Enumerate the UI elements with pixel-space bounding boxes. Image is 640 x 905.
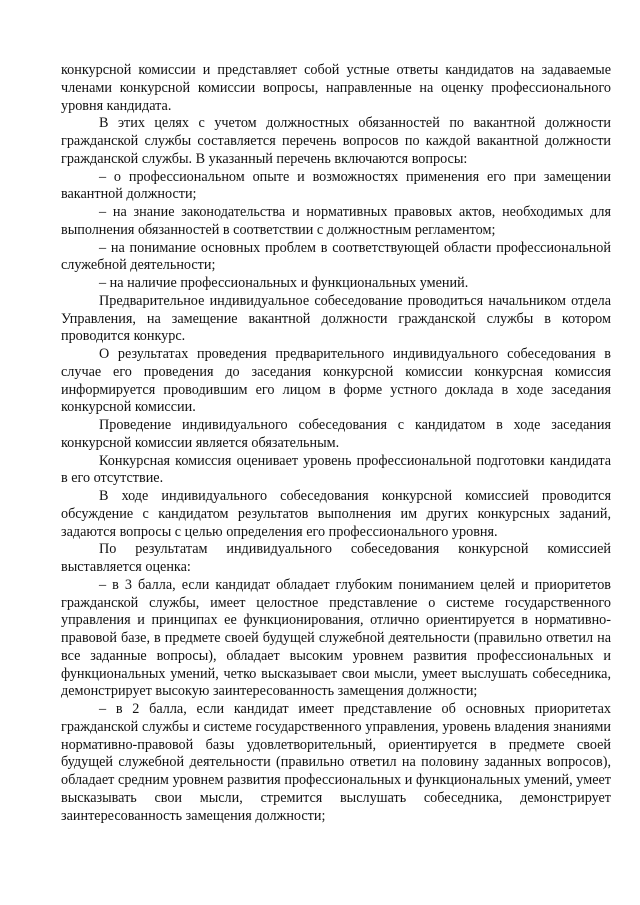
list-item-skills: – на наличие профессиональных и функциональных умений.	[99, 275, 469, 291]
paragraph-question-list-intro: В этих целях с учетом должностных обязанностей по вакантной должности гражданской службы составляется перечень вопросов по каждой вакантной должности гражданской службы. В указанный перечень включаются вопросы:	[61, 115, 611, 167]
paragraph-evaluation: Конкурсная комиссия оценивает уровень профессиональной подготовки кандидата в его отсутствие.	[61, 452, 611, 487]
list-item-score-2: – в 2 балла, если кандидат имеет представление об основных приоритетах гражданской службы и системе государственного управления, уровень владения знаниями нормативно-правовой базы удовлетворительный, ориентируется в предмете своей будущей служебной деятельности (правильно ответил на половину заданных вопросов), обладает средним уровнем развития профессиональных и функциональных умений, умеет высказывать свои мысли, стремится выслушать собеседника, демонстрирует заинтересованность замещения должности;	[61, 701, 611, 824]
paragraph-interview-results: О результатах проведения предварительного индивидуального собеседования в случае его проведения до заседания конкурсной комиссии конкурсная комиссия информируется проводившим его лицом в форме устного доклада в ходе заседания конкурсной комиссии.	[61, 346, 611, 416]
list-item-problems: – на понимание основных проблем в соответствующей области профессиональной служебной деятельности;	[61, 239, 611, 274]
paragraph-mandatory-interview: Проведение индивидуального собеседования с кандидатом в ходе заседания конкурсной комиссии является обязательным.	[61, 417, 611, 451]
document-page	[61, 62, 611, 825]
paragraph-scoring-intro: По результатам индивидуального собеседования конкурсной комиссией выставляется оценка:	[61, 541, 611, 575]
list-item-experience: – о профессиональном опыте и возможностях применения его при замещении вакантной должности;	[61, 168, 611, 203]
list-item-legislation: – на знание законодательства и нормативных правовых актов, необходимых для выполнения обязанностей в соответствии с должностным регламентом;	[61, 204, 611, 238]
paragraph-continuation: конкурсной комиссии и представляет собой устные ответы кандидатов на задаваемые членами конкурсной комиссии вопросы, направленные на оценку профессионального уровня кандидата.	[61, 62, 611, 114]
list-item-score-3: – в 3 балла, если кандидат обладает глубоким пониманием целей и приоритетов гражданской службы, имеет целостное представление о системе государственного управления и принципах ее функционирования, отлично ориентируется в нормативно-правовой базе, в предмете своей будущей служебной деятельности (правильно ответил на все заданные вопросы), обладает высоким уровнем развития профессиональных и функциональных умений, четко высказывает свои мысли, умеет выслушать собеседника, демонстрирует высокую заинтересованность замещения должности;	[61, 576, 611, 700]
paragraph-preliminary-interview: Предварительное индивидуальное собеседование проводиться начальником отдела Управления, на замещение вакантной должности гражданской службы в котором проводится конкурс.	[61, 292, 611, 345]
paragraph-discussion: В ходе индивидуального собеседования конкурсной комиссией проводится обсуждение с кандидатом результатов выполнения им других конкурсных заданий, задаются вопросы с целью определения его профессионального уровня.	[61, 488, 611, 540]
